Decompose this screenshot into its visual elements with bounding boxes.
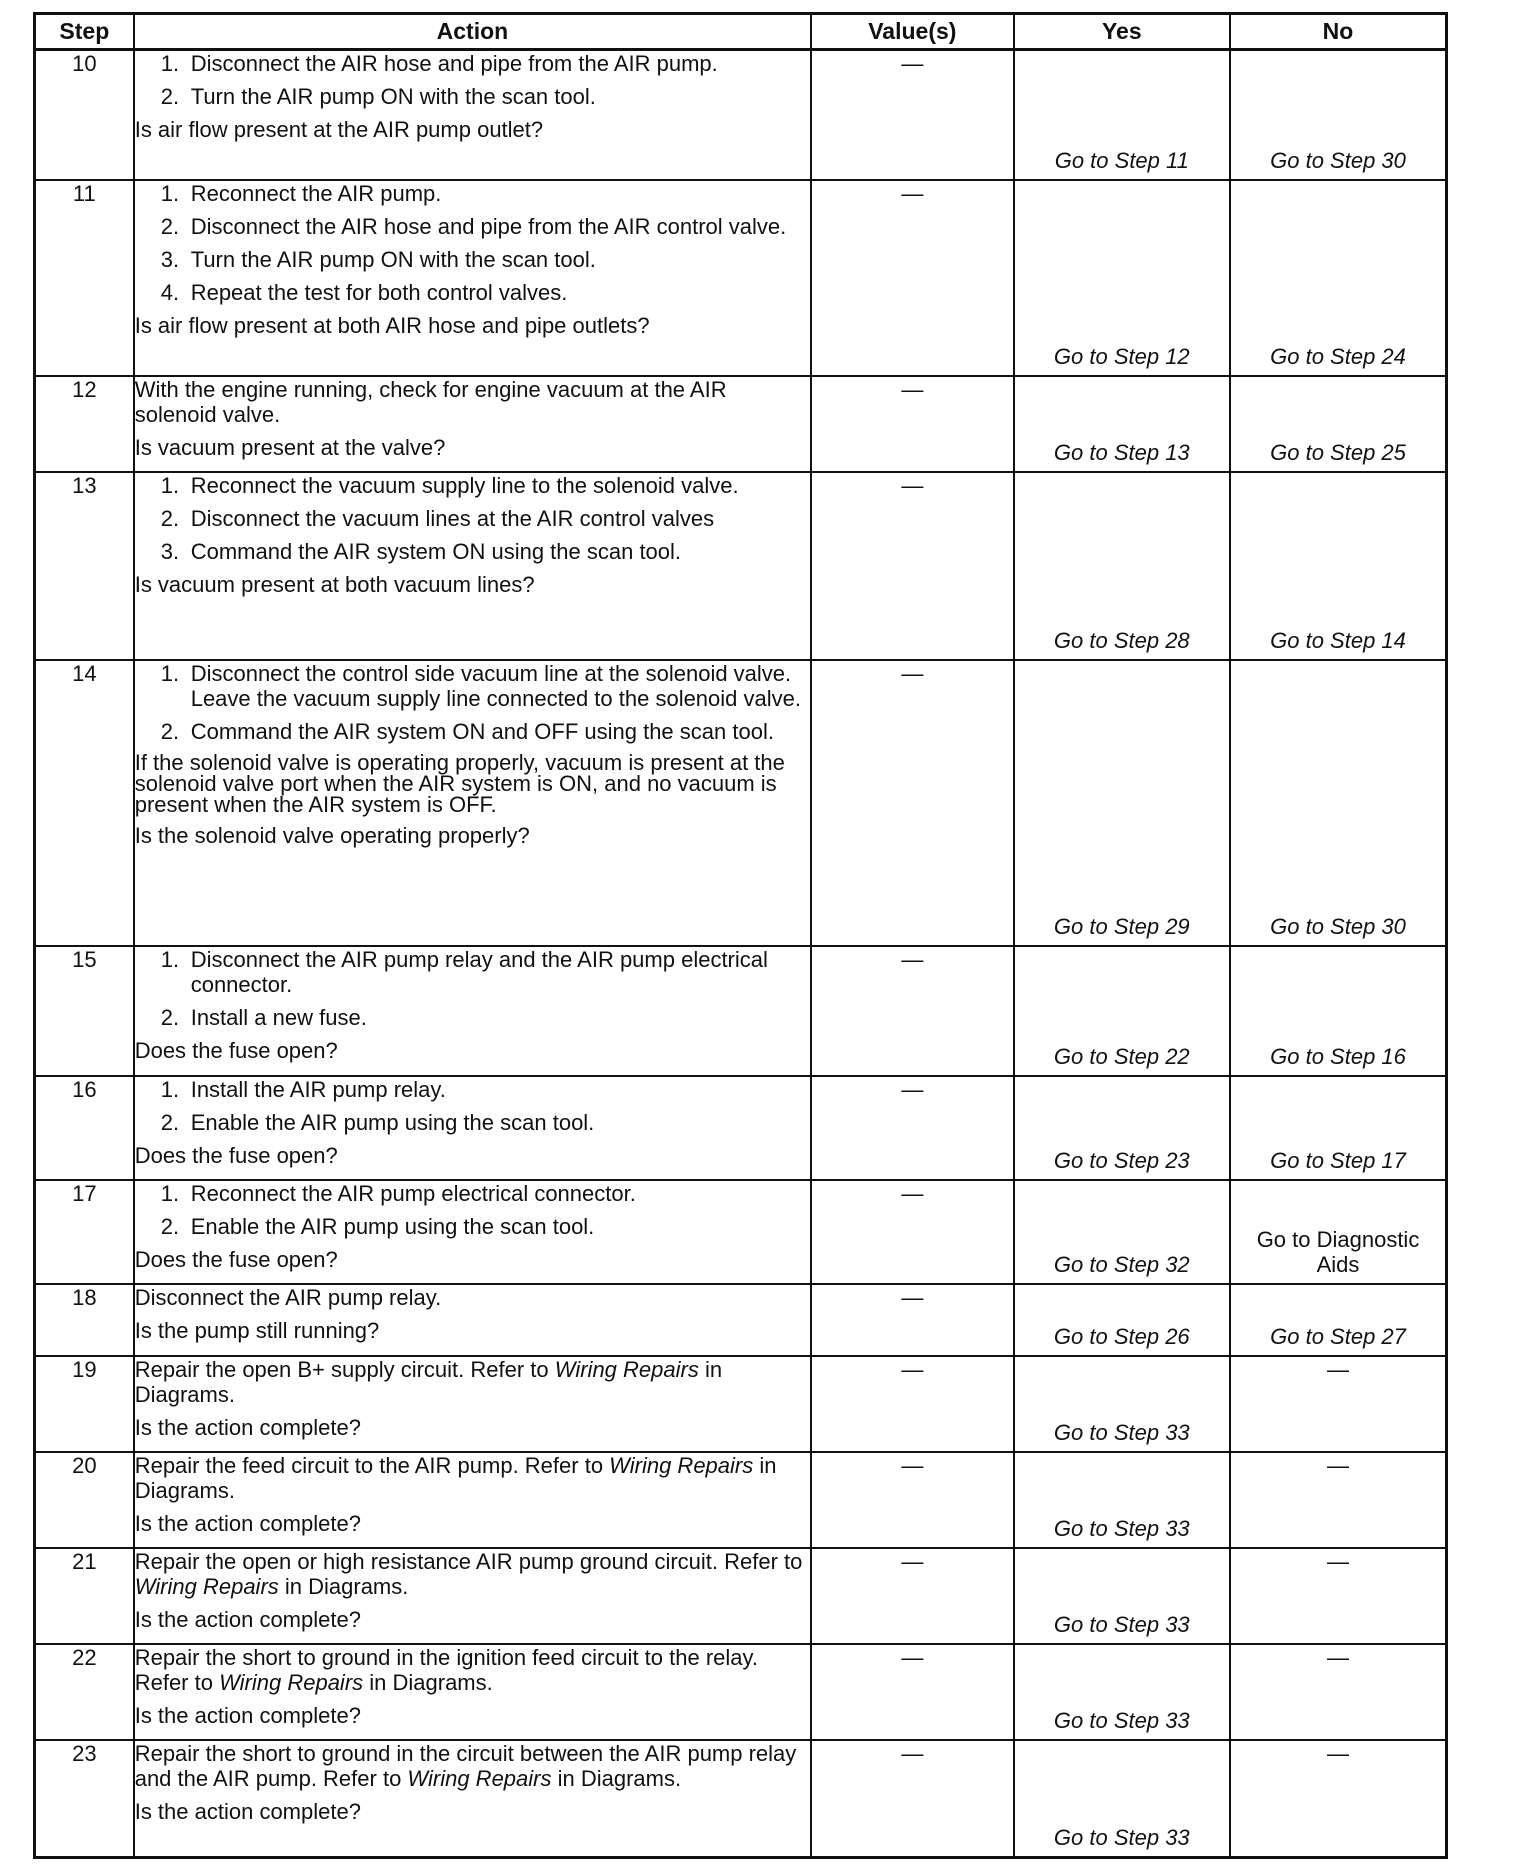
action-question: Does the fuse open? bbox=[134, 1037, 338, 1063]
table-row bbox=[35, 376, 1447, 472]
action-cell bbox=[134, 50, 811, 180]
yes-goto-link[interactable]: Go to Step 33 bbox=[1053, 1611, 1190, 1637]
action-question: Is the pump still running? bbox=[134, 1317, 380, 1343]
yes-cell bbox=[1014, 660, 1230, 946]
values-cell: — bbox=[811, 1356, 1013, 1452]
yes-goto-link[interactable]: Go to Step 33 bbox=[1053, 1825, 1190, 1850]
action-text: Disconnect the AIR pump relay. bbox=[134, 1284, 442, 1310]
no-cell bbox=[1230, 660, 1446, 946]
action-question: Is vacuum present at both vacuum lines? bbox=[134, 571, 535, 597]
action-steps bbox=[135, 1077, 810, 1135]
action-text: With the engine running, check for engine vacuum at the AIR solenoid valve. bbox=[134, 376, 727, 427]
no-goto-link[interactable]: Go to Step 30 bbox=[1270, 913, 1406, 939]
table-row bbox=[35, 1644, 1447, 1740]
no-goto-link[interactable]: Go to Step 27 bbox=[1270, 1323, 1406, 1349]
action-step-text: Reconnect the AIR pump. bbox=[190, 180, 442, 206]
action-text-tail: in Diagrams. bbox=[278, 1573, 409, 1599]
no-goto-link[interactable]: Go to Step 17 bbox=[1270, 1147, 1406, 1173]
action-step-number: 1. bbox=[160, 472, 180, 498]
action-step-text: Command the AIR system ON and OFF using the scan tool. bbox=[190, 718, 774, 744]
action-step bbox=[135, 84, 810, 109]
action-cell bbox=[134, 1180, 811, 1284]
action-text bbox=[135, 1453, 810, 1503]
action-step-number: 1. bbox=[160, 1180, 180, 1206]
yes-goto-link[interactable]: Go to Step 28 bbox=[1053, 627, 1190, 653]
action-steps bbox=[135, 661, 810, 744]
action-text-tail: in Diagrams. bbox=[363, 1669, 493, 1695]
action-note: If the solenoid valve is operating properly, vacuum is present at the solenoid valve port when the AIR system is ON, and no vacuum is present when the AIR system is OFF. bbox=[134, 749, 785, 817]
wiring-repairs-reference: Wiring Repairs bbox=[407, 1765, 552, 1791]
table-row bbox=[35, 1452, 1447, 1548]
action-step-number: 1. bbox=[160, 946, 180, 972]
values-cell: — bbox=[811, 1180, 1013, 1284]
action-step-number: 2. bbox=[160, 1109, 180, 1135]
no-cell bbox=[1230, 50, 1446, 180]
table-row bbox=[35, 1548, 1447, 1644]
header-no: No bbox=[1230, 14, 1446, 50]
no-goto-link[interactable]: Go to Step 16 bbox=[1270, 1043, 1406, 1069]
action-text-lead: Repair the short to ground in the ignition feed circuit to the relay. Refer to bbox=[134, 1644, 758, 1695]
action-step-number: 1. bbox=[160, 180, 180, 206]
action-step-number: 1. bbox=[160, 660, 180, 686]
yes-goto-link[interactable]: Go to Step 11 bbox=[1054, 147, 1189, 173]
action-step-text: Enable the AIR pump using the scan tool. bbox=[190, 1109, 595, 1135]
yes-cell bbox=[1014, 946, 1230, 1076]
action-text bbox=[135, 1645, 810, 1695]
values-cell: — bbox=[811, 1740, 1013, 1858]
step-number: 15 bbox=[35, 946, 134, 1076]
values-cell: — bbox=[811, 946, 1013, 1076]
yes-cell bbox=[1014, 1076, 1230, 1180]
yes-cell bbox=[1014, 376, 1230, 472]
wiring-repairs-reference: Wiring Repairs bbox=[134, 1573, 279, 1599]
step-number: 14 bbox=[35, 660, 134, 946]
action-cell bbox=[134, 1076, 811, 1180]
yes-goto-link[interactable]: Go to Step 23 bbox=[1053, 1147, 1190, 1173]
diagnostic-table bbox=[33, 12, 1448, 1859]
action-step bbox=[135, 1077, 810, 1102]
header-values: Value(s) bbox=[811, 14, 1013, 50]
action-question: Is the action complete? bbox=[134, 1606, 361, 1632]
yes-cell bbox=[1014, 180, 1230, 376]
action-question: Is air flow present at the AIR pump outlet? bbox=[134, 117, 544, 142]
action-step bbox=[135, 506, 810, 531]
action-text bbox=[135, 1549, 810, 1599]
action-step bbox=[135, 181, 810, 206]
action-question: Is the action complete? bbox=[134, 1798, 361, 1824]
values-cell: — bbox=[811, 1548, 1013, 1644]
header-step: Step bbox=[35, 14, 134, 50]
action-text-tail: in Diagrams. bbox=[134, 1452, 777, 1503]
action-steps bbox=[135, 947, 810, 1030]
action-steps bbox=[135, 181, 810, 305]
action-step bbox=[135, 473, 810, 498]
action-step-text: Reconnect the AIR pump electrical connector. bbox=[190, 1180, 636, 1206]
action-question: Does the fuse open? bbox=[134, 1246, 338, 1272]
action-step-number: 1. bbox=[160, 51, 180, 76]
action-step bbox=[135, 1005, 810, 1030]
yes-goto-link[interactable]: Go to Step 33 bbox=[1053, 1515, 1190, 1541]
action-cell bbox=[134, 1452, 811, 1548]
action-cell bbox=[134, 376, 811, 472]
no-cell bbox=[1230, 1284, 1446, 1356]
values-cell: — bbox=[811, 1284, 1013, 1356]
step-number: 13 bbox=[35, 472, 134, 660]
yes-cell bbox=[1014, 1452, 1230, 1548]
yes-cell bbox=[1014, 50, 1230, 180]
yes-cell bbox=[1014, 1740, 1230, 1858]
no-cell: — bbox=[1230, 1548, 1446, 1644]
header-yes: Yes bbox=[1014, 14, 1230, 50]
action-step-number: 2. bbox=[160, 718, 180, 744]
action-text-lead: Repair the short to ground in the circuit between the AIR pump relay and the AIR pump. Refer to bbox=[134, 1740, 797, 1791]
action-step-text: Reconnect the vacuum supply line to the solenoid valve. bbox=[190, 472, 739, 498]
yes-goto-link[interactable]: Go to Step 33 bbox=[1053, 1419, 1190, 1445]
table-row bbox=[35, 50, 1447, 180]
yes-goto-link[interactable]: Go to Step 22 bbox=[1053, 1043, 1190, 1069]
action-text-lead: Repair the feed circuit to the AIR pump. Refer to bbox=[134, 1452, 610, 1478]
no-cell: — bbox=[1230, 1452, 1446, 1548]
values-cell: — bbox=[811, 1076, 1013, 1180]
action-step-text: Enable the AIR pump using the scan tool. bbox=[190, 1213, 595, 1239]
action-step-text: Disconnect the AIR pump relay and the AIR pump electrical connector. bbox=[190, 946, 768, 997]
values-cell: — bbox=[811, 376, 1013, 472]
action-text bbox=[135, 1357, 810, 1407]
table-row bbox=[35, 180, 1447, 376]
action-step-text: Turn the AIR pump ON with the scan tool. bbox=[190, 246, 596, 272]
no-cell bbox=[1230, 1180, 1446, 1284]
yes-cell bbox=[1014, 1356, 1230, 1452]
action-question: Is the solenoid valve operating properly? bbox=[134, 822, 530, 848]
step-number: 22 bbox=[35, 1644, 134, 1740]
table-row bbox=[35, 1356, 1447, 1452]
action-step bbox=[135, 214, 810, 239]
action-cell bbox=[134, 472, 811, 660]
step-number: 18 bbox=[35, 1284, 134, 1356]
no-cell bbox=[1230, 376, 1446, 472]
action-cell bbox=[134, 1548, 811, 1644]
yes-cell bbox=[1014, 1548, 1230, 1644]
action-text-lead: Repair the open or high resistance AIR pump ground circuit. Refer to bbox=[134, 1548, 803, 1574]
action-step bbox=[135, 280, 810, 305]
step-number: 16 bbox=[35, 1076, 134, 1180]
action-cell bbox=[134, 946, 811, 1076]
action-cell bbox=[134, 1644, 811, 1740]
yes-cell bbox=[1014, 1284, 1230, 1356]
action-question: Is the action complete? bbox=[134, 1702, 361, 1728]
values-cell: — bbox=[811, 660, 1013, 946]
header-row bbox=[35, 14, 1447, 50]
action-step bbox=[135, 661, 810, 711]
yes-goto-link[interactable]: Go to Step 29 bbox=[1053, 913, 1190, 939]
wiring-repairs-reference: Wiring Repairs bbox=[554, 1356, 699, 1382]
values-cell: — bbox=[811, 1644, 1013, 1740]
action-step-number: 2. bbox=[160, 505, 180, 531]
no-goto-link[interactable]: Go to Diagnostic Aids bbox=[1256, 1226, 1420, 1277]
table-row bbox=[35, 1740, 1447, 1858]
action-step-number: 2. bbox=[160, 84, 180, 109]
step-number: 20 bbox=[35, 1452, 134, 1548]
action-text-tail: in Diagrams. bbox=[551, 1765, 682, 1791]
action-step bbox=[135, 1214, 810, 1239]
no-cell: — bbox=[1230, 1356, 1446, 1452]
yes-goto-link[interactable]: Go to Step 13 bbox=[1053, 439, 1190, 465]
step-number: 19 bbox=[35, 1356, 134, 1452]
action-step bbox=[135, 539, 810, 564]
table-row bbox=[35, 660, 1447, 946]
header-action: Action bbox=[134, 14, 811, 50]
action-cell bbox=[134, 180, 811, 376]
values-cell: — bbox=[811, 180, 1013, 376]
action-step-text: Disconnect the vacuum lines at the AIR control valves bbox=[190, 505, 715, 531]
yes-cell bbox=[1014, 1644, 1230, 1740]
step-number: 21 bbox=[35, 1548, 134, 1644]
action-step-text: Turn the AIR pump ON with the scan tool. bbox=[190, 84, 596, 109]
no-cell bbox=[1230, 180, 1446, 376]
action-step-text: Install the AIR pump relay. bbox=[190, 1076, 446, 1102]
table-row bbox=[35, 1180, 1447, 1284]
values-cell: — bbox=[811, 1452, 1013, 1548]
action-step bbox=[135, 719, 810, 744]
action-step-text: Disconnect the AIR hose and pipe from the AIR pump. bbox=[190, 51, 718, 76]
action-step-text: Command the AIR system ON using the scan tool. bbox=[190, 538, 682, 564]
step-number: 17 bbox=[35, 1180, 134, 1284]
step-number: 23 bbox=[35, 1740, 134, 1858]
no-goto-link[interactable]: Go to Step 14 bbox=[1270, 627, 1406, 653]
wiring-repairs-reference: Wiring Repairs bbox=[609, 1452, 754, 1478]
values-cell: — bbox=[811, 472, 1013, 660]
action-step bbox=[135, 247, 810, 272]
values-cell: — bbox=[811, 50, 1013, 180]
yes-goto-link[interactable]: Go to Step 32 bbox=[1053, 1251, 1190, 1277]
action-step-number: 2. bbox=[160, 1213, 180, 1239]
action-question: Is air flow present at both AIR hose and pipe outlets? bbox=[134, 312, 650, 338]
action-step bbox=[135, 51, 810, 76]
yes-goto-link[interactable]: Go to Step 33 bbox=[1053, 1707, 1190, 1733]
action-step-number: 2. bbox=[160, 213, 180, 239]
table-row bbox=[35, 472, 1447, 660]
action-step bbox=[135, 947, 810, 997]
action-step-text: Repeat the test for both control valves. bbox=[190, 279, 568, 305]
no-goto-link[interactable]: Go to Step 30 bbox=[1270, 147, 1406, 173]
action-step-text: Disconnect the AIR hose and pipe from the AIR control valve. bbox=[190, 213, 787, 239]
action-steps bbox=[135, 473, 810, 564]
action-question: Is vacuum present at the valve? bbox=[134, 434, 446, 460]
action-step-number: 1. bbox=[160, 1076, 180, 1102]
action-step-number: 3. bbox=[160, 538, 180, 564]
yes-goto-link[interactable]: Go to Step 12 bbox=[1053, 343, 1190, 369]
step-number: 11 bbox=[35, 180, 134, 376]
action-cell bbox=[134, 1740, 811, 1858]
action-step-number: 3. bbox=[160, 246, 180, 272]
action-steps bbox=[135, 51, 810, 109]
action-cell bbox=[134, 1356, 811, 1452]
action-step-number: 4. bbox=[160, 279, 180, 305]
action-step bbox=[135, 1181, 810, 1206]
no-goto-link[interactable]: Go to Step 24 bbox=[1270, 343, 1406, 369]
action-step bbox=[135, 1110, 810, 1135]
action-question: Is the action complete? bbox=[134, 1414, 361, 1440]
step-number: 12 bbox=[35, 376, 134, 472]
no-cell bbox=[1230, 946, 1446, 1076]
no-cell bbox=[1230, 1076, 1446, 1180]
table-row bbox=[35, 1076, 1447, 1180]
yes-goto-link[interactable]: Go to Step 26 bbox=[1053, 1323, 1190, 1349]
table-body bbox=[35, 50, 1447, 1858]
action-cell bbox=[134, 660, 811, 946]
wiring-repairs-reference: Wiring Repairs bbox=[219, 1669, 364, 1695]
action-text bbox=[135, 1741, 810, 1791]
action-question: Is the action complete? bbox=[134, 1510, 361, 1536]
action-question: Does the fuse open? bbox=[134, 1142, 338, 1168]
no-cell: — bbox=[1230, 1644, 1446, 1740]
action-text-tail: in Diagrams. bbox=[134, 1356, 723, 1407]
action-steps bbox=[135, 1181, 810, 1239]
action-step-text: Install a new fuse. bbox=[190, 1004, 367, 1030]
action-step-number: 2. bbox=[160, 1004, 180, 1030]
table-row bbox=[35, 946, 1447, 1076]
table-row bbox=[35, 1284, 1447, 1356]
action-text-lead: Repair the open B+ supply circuit. Refer to bbox=[134, 1356, 555, 1382]
no-cell: — bbox=[1230, 1740, 1446, 1858]
step-number: 10 bbox=[35, 50, 134, 180]
action-cell bbox=[134, 1284, 811, 1356]
yes-cell bbox=[1014, 472, 1230, 660]
action-step-text: Disconnect the control side vacuum line at the solenoid valve. Leave the vacuum supply line connected to the solenoid valve. bbox=[190, 660, 801, 711]
no-goto-link[interactable]: Go to Step 25 bbox=[1270, 439, 1406, 465]
yes-cell bbox=[1014, 1180, 1230, 1284]
no-cell bbox=[1230, 472, 1446, 660]
